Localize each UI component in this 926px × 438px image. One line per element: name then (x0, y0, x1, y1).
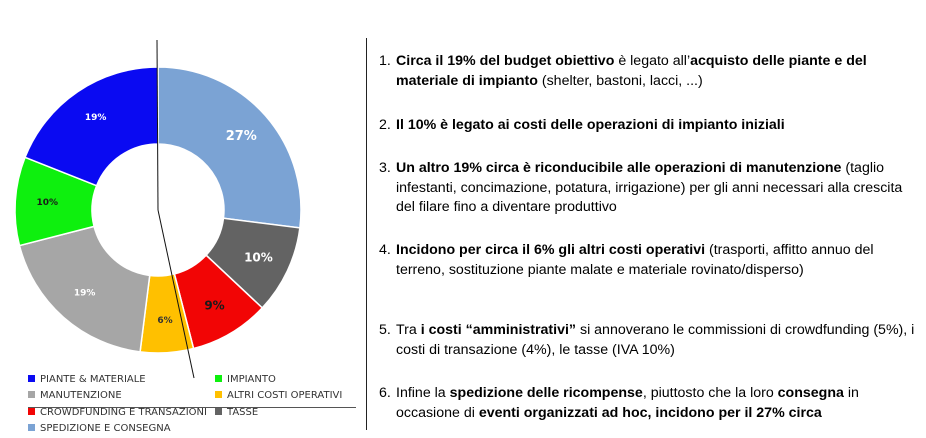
note-fragment: (trasporti, affitto annuo del terreno, sostituzione piante malate e materiale rovinato/disperso) (396, 242, 874, 278)
note-fragment: Infine la (396, 385, 450, 401)
legend-swatch (215, 408, 222, 415)
note-fragment: Circa il 19% del budget obiettivo (396, 53, 615, 69)
note-number: 4. (379, 242, 391, 258)
note-fragment: Tra (396, 322, 421, 338)
legend-item (215, 373, 276, 387)
legend-label: PIANTE & MATERIALE (40, 374, 146, 385)
note-text (396, 241, 924, 280)
data-label: 6% (157, 315, 173, 326)
note-fragment: i costi “amministrativi” (420, 322, 577, 338)
note-fragment: in occasione di (396, 385, 859, 421)
legend-swatch (28, 408, 35, 415)
legend-item (28, 406, 207, 420)
legend-label: CROWDFUNDING E TRANSAZIONI (40, 407, 207, 418)
note-number: 3. (379, 160, 391, 176)
note-number: 6. (379, 385, 391, 401)
note-fragment: Incidono per circa il 6% gli altri costi operativi (396, 242, 706, 258)
legend-label: ALTRI COSTI OPERATIVI (227, 390, 343, 401)
legend-swatch (215, 391, 222, 398)
note-fragment: , piuttosto che la loro (642, 385, 778, 401)
note-text (396, 159, 924, 218)
note-fragment: Un altro 19% circa è riconducibile alle operazioni di manutenzione (396, 160, 842, 176)
pointer-line (157, 40, 158, 210)
data-label: 9% (204, 298, 225, 313)
legend-label: MANUTENZIONE (40, 390, 122, 401)
note-fragment: Il 10% è legato ai costi delle operazioni di impianto iniziali (396, 117, 785, 133)
data-label: 10% (36, 198, 58, 209)
legend-label: SPEDIZIONE E CONSEGNA (40, 423, 171, 434)
legend-item (28, 389, 122, 403)
note-fragment: si annoverano le commissioni di crowdfunding (5%), i costi di transazione (4%), le tasse (IVA 10%) (396, 322, 915, 358)
data-label: 27% (225, 129, 257, 145)
legend-item (28, 373, 146, 387)
legend-swatch (215, 375, 222, 382)
note-fragment: consegna (777, 385, 844, 401)
legend-item (215, 406, 258, 420)
note-fragment: (shelter, bastoni, lacci, ...) (537, 72, 703, 89)
data-label: 10% (244, 250, 273, 265)
column-divider (366, 38, 367, 430)
legend-swatch (28, 375, 35, 382)
note-fragment: acquisto delle piante e del materiale di impianto (396, 53, 867, 89)
legend-label: IMPIANTO (227, 374, 276, 385)
note-fragment: spedizione delle ricompense (449, 385, 643, 401)
note-text (396, 116, 924, 136)
note-number: 5. (379, 322, 391, 338)
note-fragment: eventi organizzati ad hoc, incidono per il 27% circa (478, 404, 822, 421)
data-label: 19% (73, 288, 96, 299)
legend-swatch (28, 391, 35, 398)
legend-swatch (28, 424, 35, 431)
legend-item (28, 422, 171, 436)
note-text (396, 321, 924, 360)
data-label: 19% (84, 113, 107, 124)
note-number: 1. (379, 53, 391, 69)
note-text (396, 384, 924, 423)
note-fragment: è legato all’ (614, 53, 691, 69)
donut-slice (158, 67, 301, 228)
legend-label: TASSE (227, 407, 259, 418)
note-text (396, 52, 924, 91)
legend-item (215, 389, 342, 403)
note-number: 2. (379, 117, 391, 133)
note-fragment: (taglio infestanti, concimazione, potatura, irrigazione) per gli anni necessari alla crescita del filare fino a diventare produttivo (396, 160, 903, 215)
